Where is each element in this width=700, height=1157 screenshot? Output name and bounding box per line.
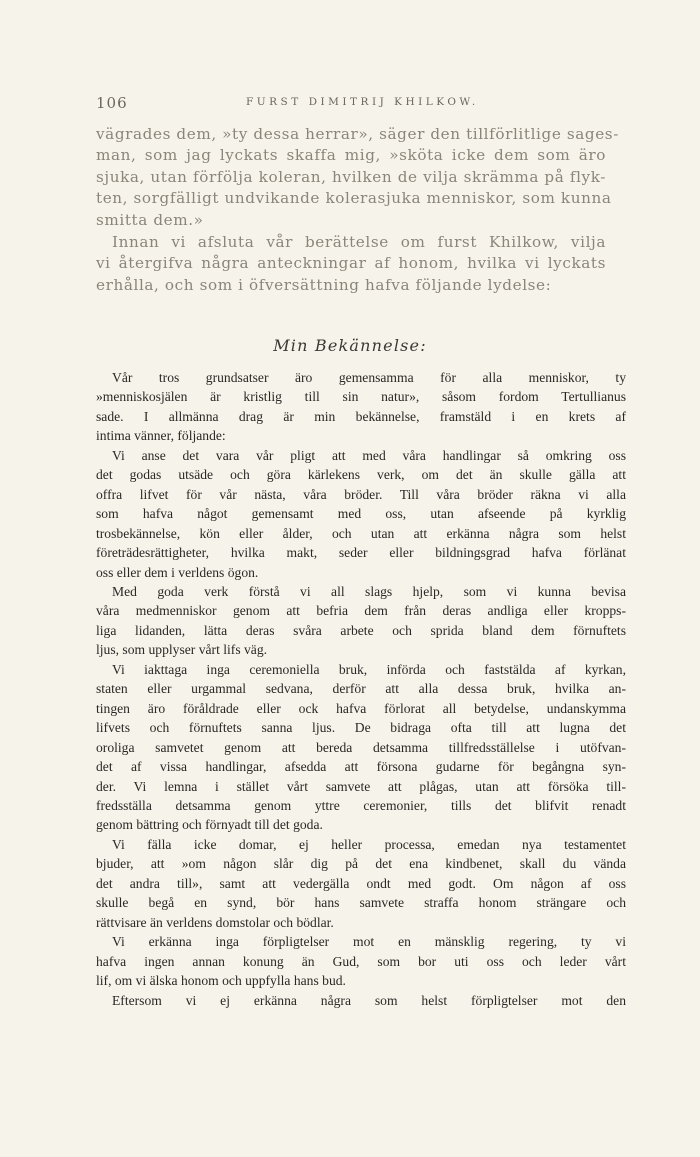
text-line: fredsställa detsamma genom yttre ceremonier, tills det blifvit renadt <box>96 797 626 813</box>
text-line: tingen äro föråldrade eller ock hafva förlorat all betydelse, undanskymma <box>96 700 626 716</box>
text-line: hafva ingen annan konung än Gud, som bor uti oss och leder vårt <box>96 953 626 969</box>
text-line: man, som jag lyckats skaffa mig, »sköta icke dem som äro <box>96 146 606 165</box>
text-line: der. Vi lemna i stället vårt samvete att plågas, utan att försöka till- <box>96 778 626 794</box>
text-line: »menniskosjälen är kristlig till sin natur», såsom fordom Tertullianus <box>96 389 626 405</box>
creed-paragraph <box>96 932 626 990</box>
text-line: lifvets och förnuftets sanna ljus. De bidraga ofta till att lugna det <box>96 720 626 736</box>
creed-paragraph <box>96 660 626 835</box>
text-line: vi återgifva några anteckningar af honom, hvilka vi lyckats <box>96 254 606 273</box>
text-line: Innan vi afsluta vår berättelse om furst Khilkow, vilja <box>112 233 606 251</box>
text-line: offra lifvet för vår nästa, våra bröder. Till våra bröder räkna vi alla <box>96 486 626 502</box>
text-line: som hafva något gemensamt med oss, utan afseende på kyrklig <box>96 506 626 522</box>
text-line: oss eller dem i verldens ögon. <box>96 564 259 580</box>
creed-paragraph <box>96 446 626 582</box>
text-line: sade. I allmänna drag är min bekännelse, framstäld i en krets af <box>96 408 626 424</box>
text-line: smitta dem.» <box>96 210 204 229</box>
text-line: det andra till», samt att vedergälla ondt med godt. Om någon af oss <box>96 875 626 891</box>
text-line: Vi iakttaga inga ceremoniella bruk, införda och faststälda af kyrkan, <box>112 661 626 677</box>
creed-text <box>96 368 626 1010</box>
text-line: lif, om vi älska honom och uppfylla hans bud. <box>96 973 346 989</box>
text-line: vägrades dem, »ty dessa herrar», säger den tillförlitlige sages- <box>96 125 619 143</box>
text-line: trosbekännelse, kön eller ålder, och utan att erkänna några som helst <box>96 525 626 541</box>
text-line: företrädesrättigheter, hvilka makt, seder eller bildningsgrad hafva förlänat <box>96 545 626 561</box>
text-line: ten, sorgfälligt undvikande kolerasjuka menniskor, som kunna <box>96 189 612 208</box>
text-line: sjuka, utan förfölja koleran, hvilken de vilja skrämma på flyk- <box>96 167 606 186</box>
text-line: Vi erkänna inga förpligtelser mot en mänsklig regering, ty vi <box>112 934 626 950</box>
text-line: skulle begå en synd, bör hans samvete straffa honom strängare och <box>96 895 626 911</box>
creed-paragraph <box>96 582 626 660</box>
text-line: det af vissa handlingar, afsedda att försona gudarne för begångna syn- <box>96 759 626 775</box>
text-line: genom bättring och förnyadt till det goda. <box>96 817 323 833</box>
text-line: ljus, som upplyser vårt lifs väg. <box>96 642 268 658</box>
text-line: liga lidanden, lätta deras svåra arbete och sprida bland dem förnuftets <box>96 622 626 638</box>
text-line: Eftersom vi ej erkänna några som helst förpligtelser mot den <box>112 992 626 1008</box>
text-line: Vi fälla icke domar, ej heller processa, emedan nya testamentet <box>112 836 626 852</box>
text-line: Vår tros grundsatser äro gemensamma för alla menniskor, ty <box>112 370 626 385</box>
transition-paragraph <box>96 232 606 296</box>
creed-paragraph <box>96 368 626 446</box>
intro-paragraph <box>96 124 619 231</box>
section-heading: Min Bekännelse: <box>273 336 427 355</box>
text-line: oroliga samvetet genom att bereda detsamma tillfredsställelse i utöfvan- <box>96 739 626 755</box>
creed-paragraph <box>96 835 626 932</box>
page-header <box>96 94 606 114</box>
text-line: våra medmenniskor genom att befria dem från deras andliga eller kropps- <box>96 603 626 619</box>
text-line: bjuder, att »om någon slår dig på det ena kindbenet, skall du vända <box>96 856 626 872</box>
text-line: rättvisare än verldens domstolar och bödlar. <box>96 914 334 930</box>
creed-paragraph <box>96 991 626 1010</box>
text-line: det godas utsäde och göra kärlekens verk, om det än skulle gälla att <box>96 467 626 483</box>
text-line: intima vänner, följande: <box>96 428 226 444</box>
text-line: Vi anse det vara vår pligt att med våra handlingar så omkring oss <box>112 447 626 463</box>
text-line: Med goda verk förstå vi all slags hjelp, som vi kunna bevisa <box>112 583 626 599</box>
text-line: erhålla, och som i öfversättning hafva följande lydelse: <box>96 275 552 294</box>
page-number: 106 <box>96 94 128 112</box>
text-line: staten eller urgammal sedvana, derför att alla dessa bruk, hvilka an- <box>96 681 626 697</box>
running-head: FURST DIMITRIJ KHILKOW. <box>246 96 479 108</box>
